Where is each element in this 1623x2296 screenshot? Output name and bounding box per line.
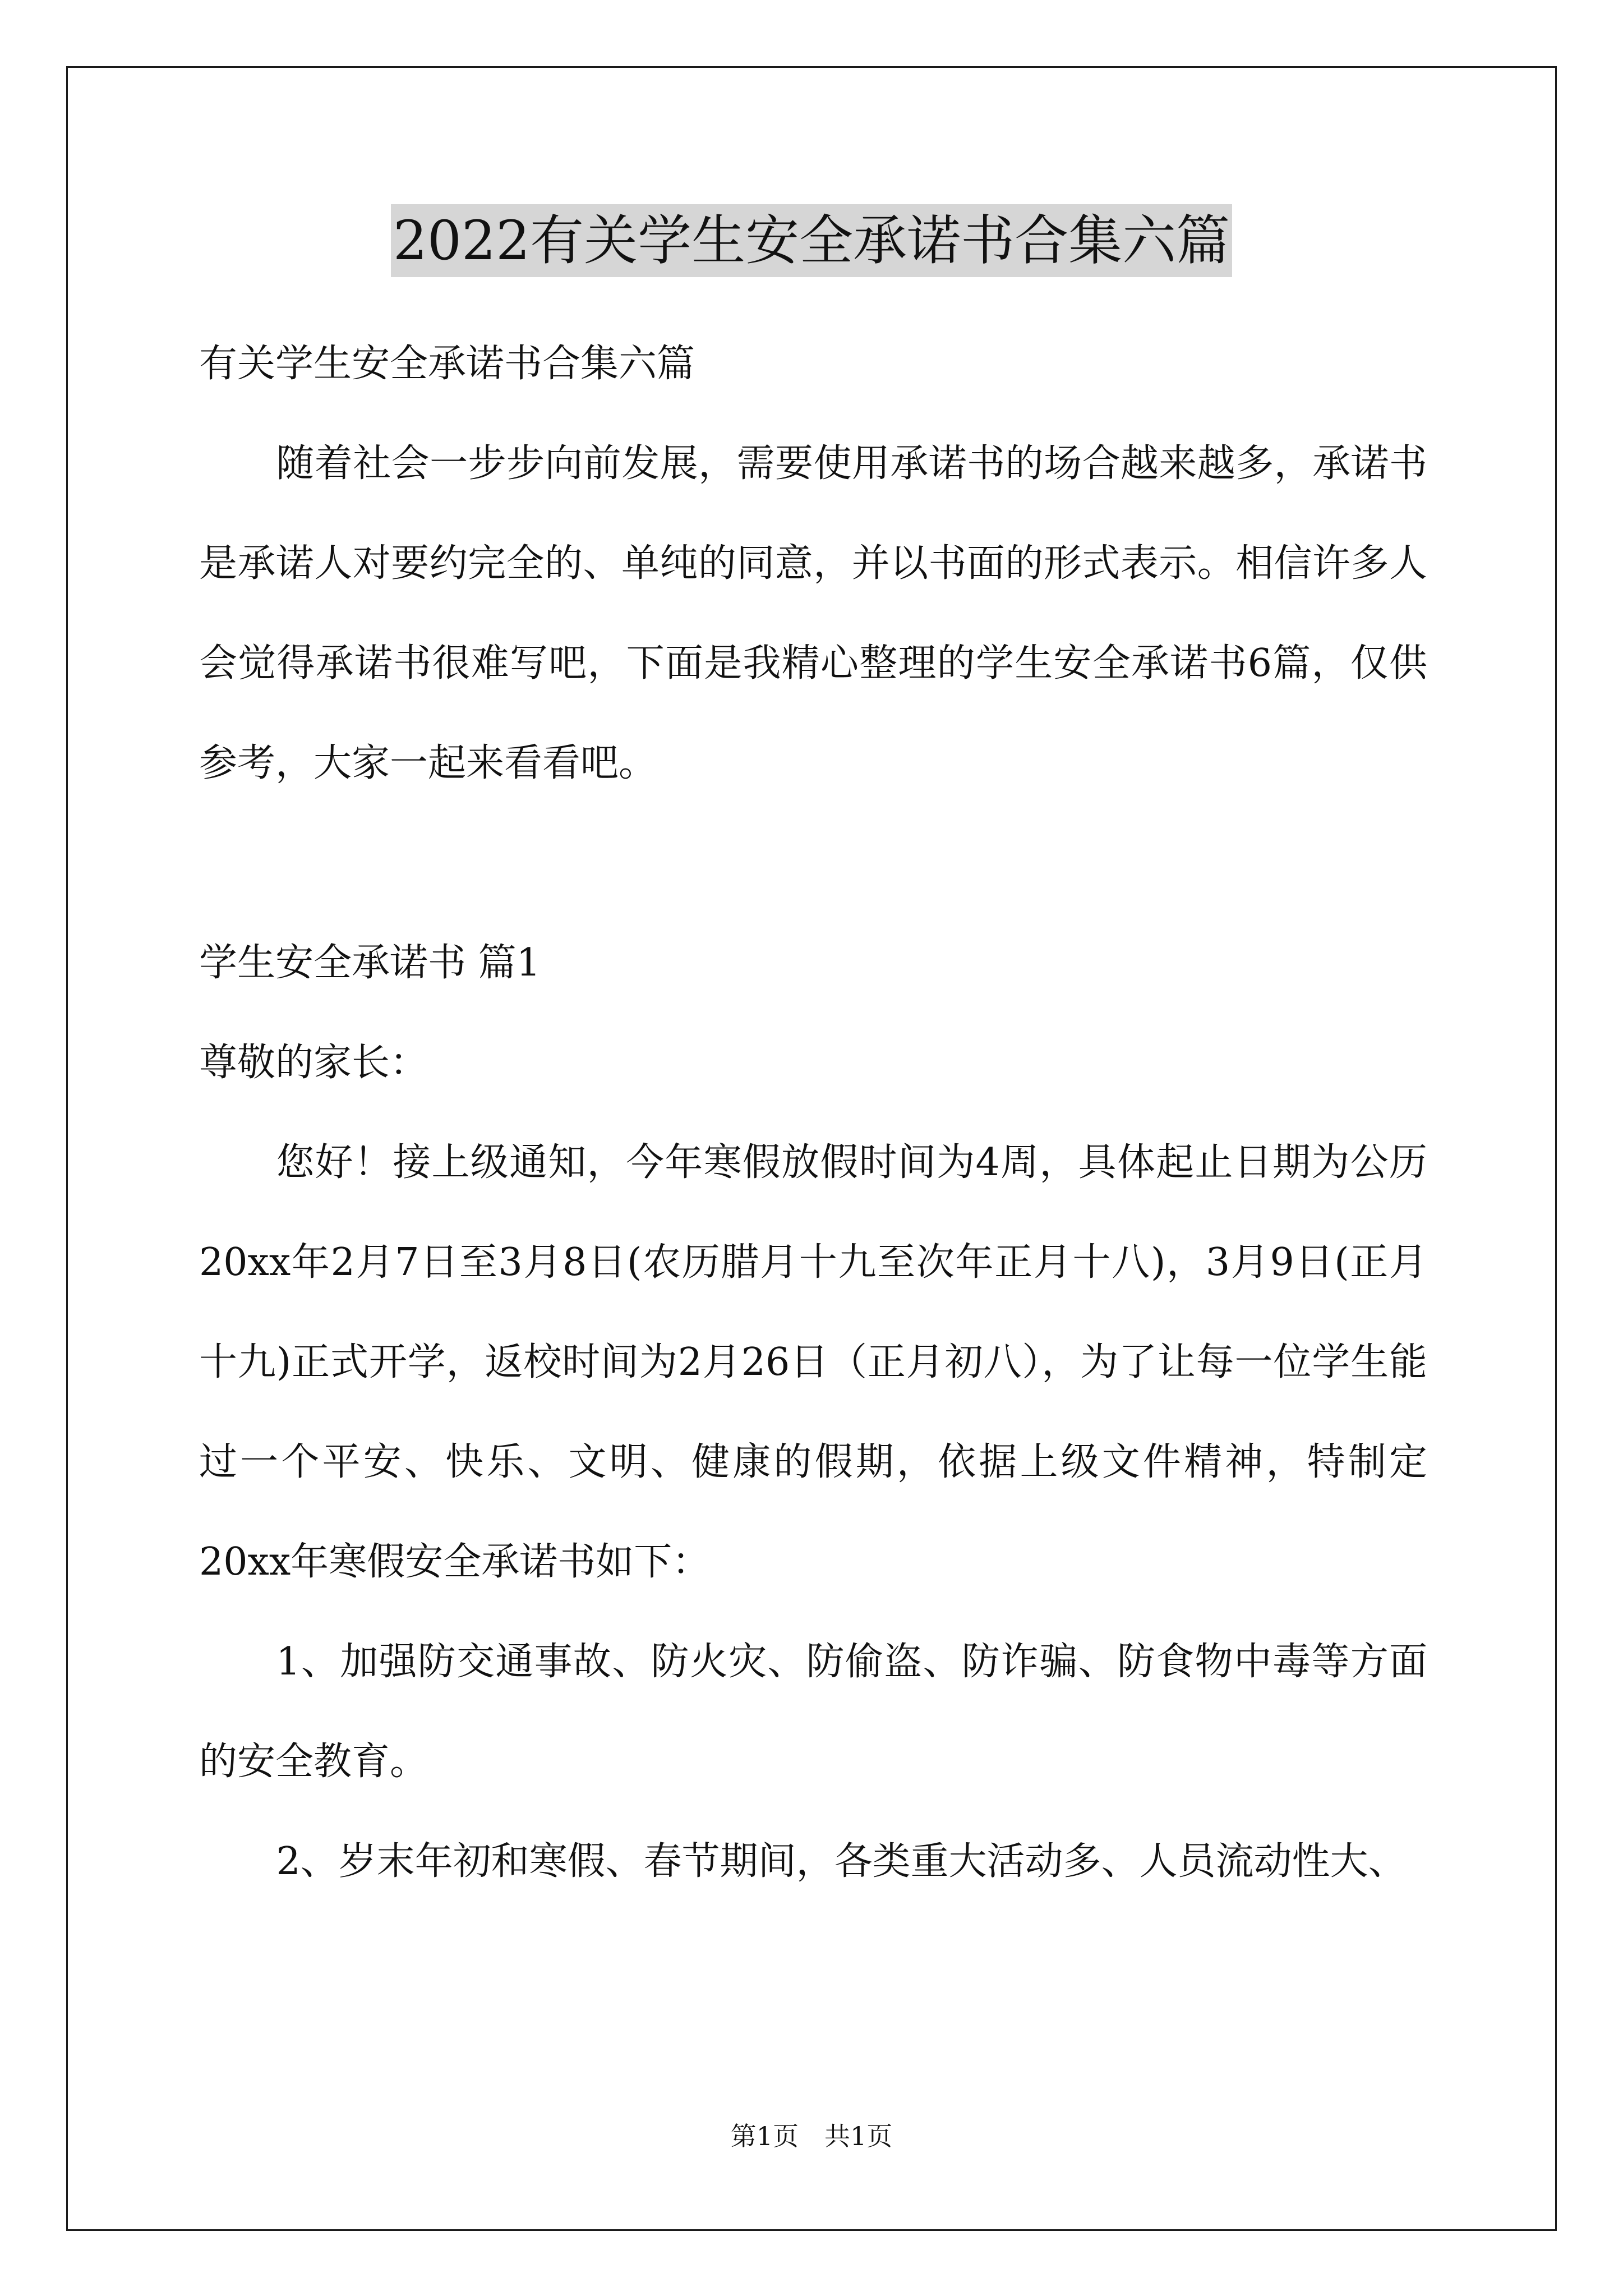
body-paragraph-1: 您好！接上级通知，今年寒假放假时间为4周，具体起止日期为公历20xx年2月7日至3月8日(农历腊月十九至次年正月十八)，3月9日(正月十九)正式开学，返校时间为2月26日（正月初八），为了让每一位学生能过一个平安、快乐、文明、健康的假期，依据上级文件精神，特制定20xx年寒假安全承诺书如下： bbox=[199, 1140, 1427, 1584]
page-total: 共1页 bbox=[824, 2121, 893, 2151]
document-body bbox=[199, 314, 1427, 1912]
document-title: 2022有关学生安全承诺书合集六篇 bbox=[391, 204, 1232, 277]
salutation: 尊敬的家长： bbox=[199, 1041, 428, 1085]
spacer bbox=[199, 813, 1427, 913]
document-subtitle: 有关学生安全承诺书合集六篇 bbox=[199, 342, 695, 386]
section-heading: 学生安全承诺书 篇1 bbox=[199, 941, 541, 985]
body-paragraph-2: 1、加强防交通事故、防火灾、防偷盗、防诈骗、防食物中毒等方面的安全教育。 bbox=[199, 1640, 1427, 1784]
title-container bbox=[0, 204, 1623, 277]
page-footer bbox=[0, 2119, 1623, 2153]
body-paragraph-3: 2、岁末年初和寒假、春节期间，各类重大活动多、人员流动性大、 bbox=[276, 1839, 1407, 1884]
intro-paragraph: 随着社会一步步向前发展，需要使用承诺书的场合越来越多，承诺书是承诺人对要约完全的、单纯的同意，并以书面的形式表示。相信许多人会觉得承诺书很难写吧，下面是我精心整理的学生安全承诺书6篇，仅供参考，大家一起来看看吧。 bbox=[199, 441, 1427, 785]
page-number: 第1页 bbox=[730, 2121, 799, 2151]
